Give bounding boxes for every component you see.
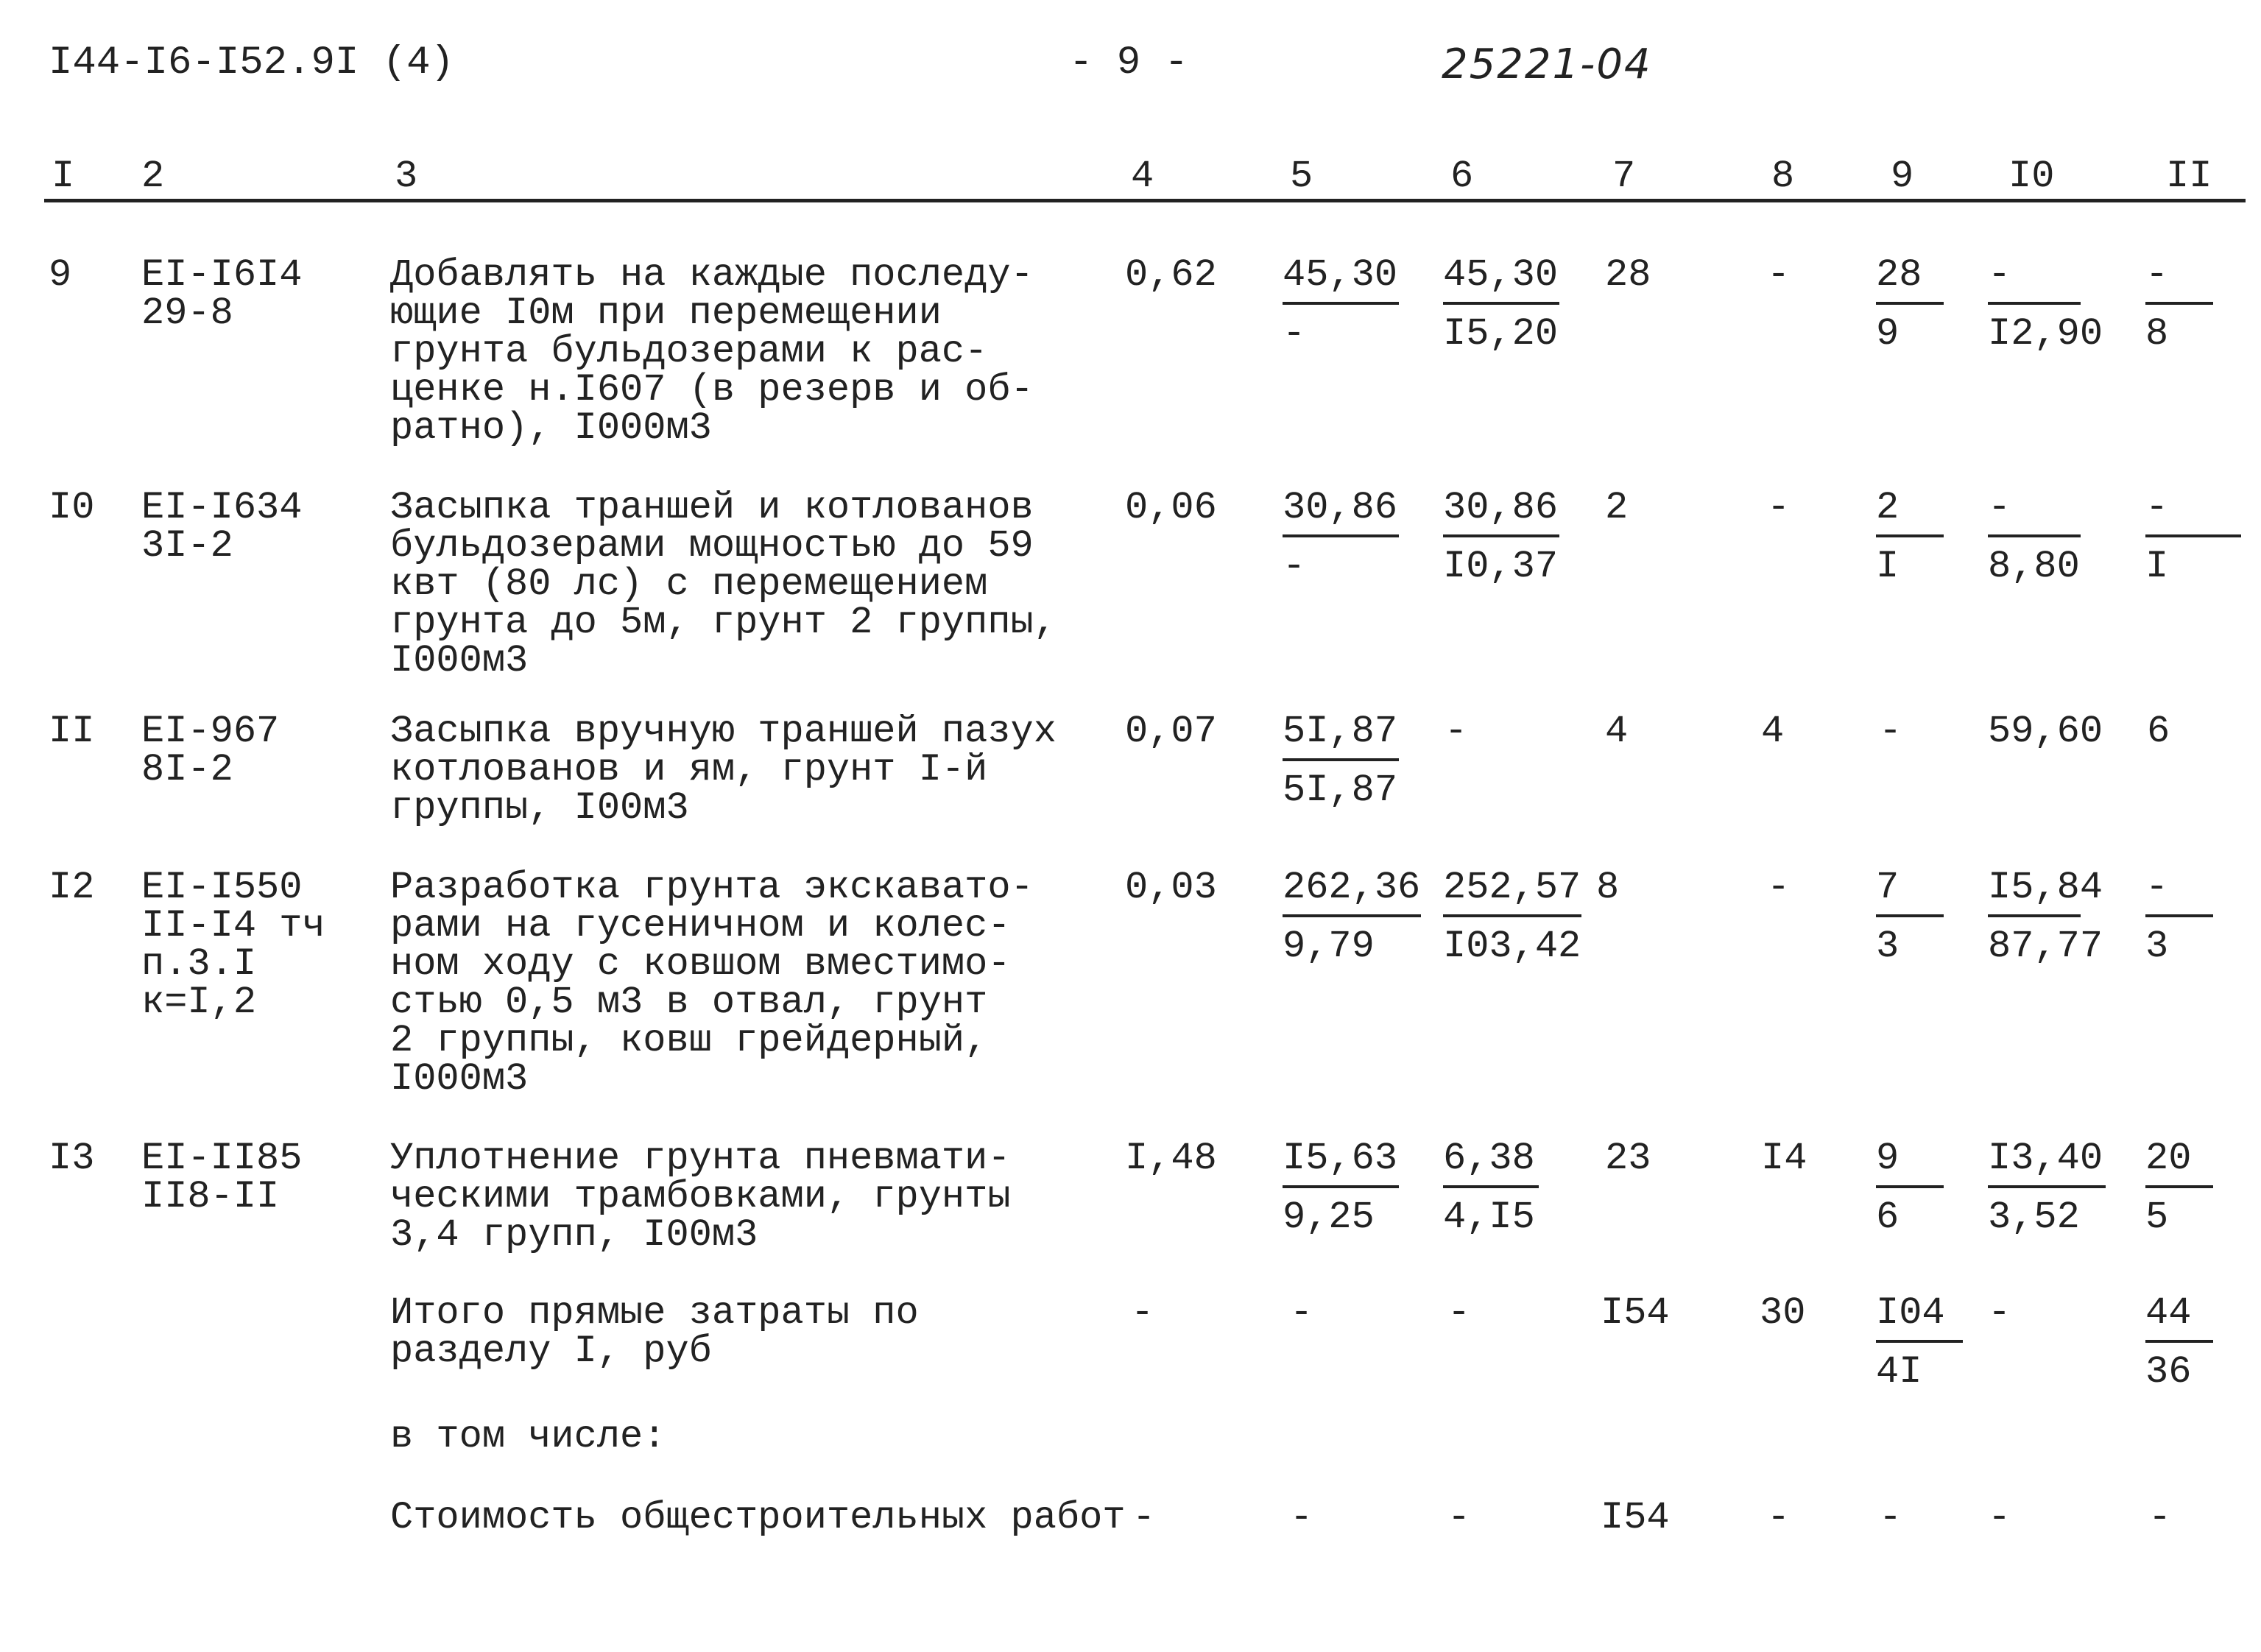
fraction-cell: - 8,80: [1988, 486, 2080, 588]
fraction-cell: $\frac{I5,63}{9,25}$: [1283, 1137, 1398, 1239]
value-cell: -: [1988, 1496, 2011, 1539]
value-cell: I54: [1601, 1496, 1670, 1539]
rate-code: EI-I634 3I-2: [141, 486, 303, 568]
fraction-cell: $\frac{45,30}{I5,20}$: [1443, 253, 1559, 356]
rate-code: EI-I550 II-I4 тч п.3.I к=I,2: [141, 866, 325, 1024]
rate-code: EI-II85 II8-II: [141, 1137, 303, 1218]
value-cell: 8: [1596, 866, 1620, 909]
value-cell: 4: [1605, 710, 1629, 753]
rate-code: EI-I6I4 29-8: [141, 253, 303, 335]
fraction-cell: 45,30 -: [1283, 253, 1398, 356]
value-cell: -: [1767, 486, 1791, 529]
value-cell: -: [1879, 710, 1902, 753]
row-number: I0: [49, 486, 95, 529]
row-number: 9: [49, 253, 72, 297]
fraction-cell: $\frac{I3,40}{3,52}$: [1988, 1140, 2106, 1237]
work-description: Разработка грунта экскавато- рами на гусеничном и колес- ном ходу с ковшом вместимо- стью 0,5 м3 в отвал, грунт 2 группы, ковш грейдерный, I000м3: [390, 866, 1034, 1101]
fraction-cell: $\frac{I5,84}{87,77}$: [1988, 866, 2103, 968]
fraction-cell: $\frac{9}{6}$: [1876, 1140, 1944, 1237]
row-number: I3: [49, 1137, 95, 1180]
value-cell: I54: [1601, 1291, 1670, 1335]
fraction-cell: $\frac{6,38}{4,I5}$: [1443, 1140, 1539, 1237]
quantity: 0,03: [1125, 866, 1217, 909]
value-cell: -: [1131, 1291, 1154, 1335]
fraction-cell: $\frac{30,86}{I0,37}$: [1443, 486, 1559, 588]
rate-code: EI-967 8I-2: [141, 710, 280, 791]
row-number: II: [49, 710, 95, 753]
column-header: 8: [1771, 155, 1795, 198]
column-header: II: [2166, 155, 2212, 198]
row-number: I2: [49, 866, 95, 909]
value-cell: -: [1879, 1496, 1902, 1539]
work-description: Засыпка траншей и котлованов бульдозерами мощностью до 59 квт (80 лс) с перемещением грунта до 5м, грунт 2 группы, I000м3: [390, 486, 1057, 682]
general-works-label: Стоимость общестроительных работ: [390, 1496, 1126, 1539]
value-cell: -: [1445, 710, 1468, 753]
fraction-cell: $\frac{20}{5}$: [2145, 1140, 2213, 1237]
value-cell: 30: [1760, 1291, 1806, 1335]
fraction-cell: $\frac{28}{9}$: [1876, 256, 1944, 353]
totals-label: Итого прямые затраты по разделу I, руб: [390, 1291, 919, 1373]
quantity: 0,07: [1125, 710, 1217, 753]
column-header: 6: [1450, 155, 1474, 198]
fraction-cell: $\frac{262,36}{9,79}$: [1283, 866, 1421, 968]
value-cell: -: [2148, 1496, 2172, 1539]
header-underline: [44, 199, 2246, 202]
handwritten-stamp: 25221-04: [1442, 40, 1652, 88]
value-cell: 4: [1761, 710, 1785, 753]
column-header: I0: [2008, 155, 2055, 198]
quantity: 0,62: [1125, 253, 1217, 297]
value-cell: 59,60: [1988, 710, 2103, 753]
work-description: Засыпка вручную траншей пазух котлованов и ям, грунт I-й группы, I00м3: [390, 710, 1057, 830]
fraction-cell: - 8: [2145, 256, 2213, 353]
value-cell: 23: [1605, 1137, 1651, 1180]
document-code: I44-I6-I52.9I (4): [49, 40, 454, 85]
value-cell: -: [1767, 866, 1791, 909]
column-header: I: [52, 155, 75, 198]
fraction-cell: $\frac{I04}{4I}$: [1876, 1294, 1963, 1391]
fraction-cell: - 3: [2145, 869, 2213, 966]
quantity: 0,06: [1125, 486, 1217, 529]
value-cell: 2: [1605, 486, 1629, 529]
column-header: 3: [395, 155, 418, 198]
column-header: 2: [141, 155, 165, 198]
page-number: - 9 -: [1069, 40, 1189, 85]
column-header: 7: [1612, 155, 1636, 198]
fraction-cell: $\frac{5I,87}{5I,87}$: [1283, 710, 1398, 812]
fraction-cell: $\frac{2}{I}$: [1876, 489, 1944, 586]
work-description: Уплотнение грунта пневмати- ческими трамбовками, грунты 3,4 групп, I00м3: [390, 1137, 1011, 1257]
value-cell: -: [1988, 1291, 2011, 1335]
fraction-cell: $\frac{44}{36}$: [2145, 1294, 2213, 1391]
value-cell: I4: [1761, 1137, 1807, 1180]
fraction-cell: - I: [2145, 489, 2241, 586]
fraction-cell: 30,86 -: [1283, 486, 1398, 588]
work-description: Добавлять на каждые последу- ющие I0м при перемещении грунта бульдозерами к рас- ценке н.I607 (в резерв и об- ратно), I000м3: [390, 253, 1034, 450]
value-cell: -: [1767, 253, 1791, 297]
value-cell: -: [1290, 1291, 1313, 1335]
quantity: I,48: [1125, 1137, 1217, 1180]
column-header: 5: [1290, 155, 1313, 198]
value-cell: 28: [1605, 253, 1651, 297]
value-cell: -: [1447, 1496, 1471, 1539]
value-cell: -: [1132, 1496, 1156, 1539]
value-cell: -: [1447, 1291, 1471, 1335]
fraction-cell: - I2,90: [1988, 253, 2103, 356]
value-cell: -: [1767, 1496, 1791, 1539]
value-cell: 6: [2147, 710, 2170, 753]
including-label: в том числе:: [390, 1415, 666, 1458]
column-header: 9: [1891, 155, 1914, 198]
value-cell: -: [1290, 1496, 1313, 1539]
fraction-cell: $\frac{252,57}{I03,42}$: [1443, 866, 1581, 968]
column-header: 4: [1131, 155, 1154, 198]
fraction-cell: $\frac{7}{3}$: [1876, 869, 1944, 966]
